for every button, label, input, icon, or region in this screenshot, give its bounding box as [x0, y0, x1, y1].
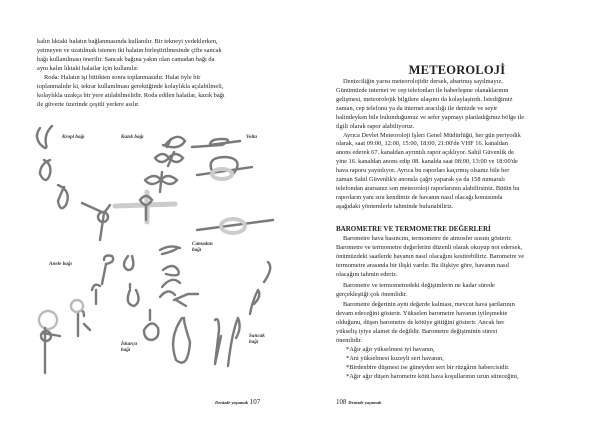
text-line: hava raporu yayınlıyor. Ayrıca bu raporları kaçırmış olsanız bile her: [336, 167, 510, 175]
text-line: olduğunu, düşen barometre de kötüye gittiğini gösterir. Ancak her: [336, 318, 505, 326]
label-volta: Volta: [246, 134, 257, 140]
label-camadan-bagi: Camadan bağı: [192, 241, 213, 253]
text-line: gelişmesi, meteorolojik bilgilere ulaşımı da kolaylaştırdı. İstediğimiz: [336, 95, 513, 103]
volta-cleat-2: [145, 172, 177, 192]
text-line: bağı kullanılması önerilir. Sancak bağına yakın olan camadan bağı da: [37, 55, 215, 63]
anele-step-2: [124, 256, 133, 270]
footer-book-title: Denizde yaşamak: [348, 400, 382, 405]
text-line: Günümüzde internet ve cep telefonları ile haberleşme olanaklarının: [336, 86, 509, 94]
text-line: kalın lıktaki halatın bağlanmasında kullanılır. Bir tekneyi yedeklerken,: [37, 38, 218, 45]
section-paragraph-2: [336, 282, 495, 300]
text-line: Barometre ve termometredeki değişimlerin ne kadar sürede: [343, 282, 495, 289]
text-line: toplanmalıdır ki, tekrar kullanılması gerektiğinde kolaylıkla açılabilmeli,: [37, 82, 224, 90]
right-footer: [336, 398, 381, 406]
bullet-item: *Ağır ağır yükselmesi iyi havanın,: [346, 346, 435, 353]
barometer-bullets: [336, 346, 519, 382]
volta-figure-2: [192, 139, 240, 147]
hitch-figure-3: [160, 280, 180, 297]
iskarca-2: [144, 310, 158, 340]
section-paragraph-3: [336, 301, 515, 346]
iskarca-1: [128, 284, 139, 306]
text-line: telefondan ararsanız son meteoroloji raporlarının alabilirsiniz. Bütün bu: [336, 184, 520, 192]
text-line: Denizciliğin yarısı meteorolojidir dersek, abartmış sayılmayız.: [343, 78, 503, 85]
text-line: devam edeceğini gösterir. Yükselen barometre havanın iyileşmekte: [336, 309, 508, 317]
label-sancak-bagi: Sancak bağı: [249, 333, 265, 345]
text-line: zaman, cep telefonu ya da internet aracılığı ile denizde ve seyir: [336, 104, 498, 112]
text-line: gerçekleştiği çok önemlidir.: [336, 290, 408, 298]
hitch-figure-1: [160, 246, 180, 254]
text-line: aynı kalın lıktaki halatlar için kullanılır.: [37, 64, 139, 72]
anele-step-1: [102, 256, 113, 285]
ring-2: [39, 311, 57, 329]
kazik-figure-1: [40, 160, 50, 180]
text-line: Roda: Halatın işi bittikten sonra toplanmasıdır. Halat öyle bir: [44, 74, 201, 81]
left-footer: [215, 398, 260, 406]
bullet-item: *Birdenbire düşmesi ise güneyden sert bir rüzgârın habercisidir.: [346, 363, 510, 371]
footer-book-title: Denizde yaşamak: [215, 400, 249, 405]
intro-paragraph-2: [336, 132, 521, 212]
sancak-5: [264, 262, 270, 282]
sancak-4: [250, 290, 259, 314]
kropi-knot-figure: [37, 126, 52, 148]
camadan-figure-2: [197, 220, 273, 230]
text-line: aşağıdaki yöntemlerle tahminde bulunabiliriz.: [336, 202, 454, 210]
text-line: yetmeyen ve uzatılmak istenen iki halatın birleştirilmesinde çifte sancak: [37, 46, 222, 54]
text-line: halindeyken bile bulunduğumuz ve sefer yapmayı planladığımız bölge ile: [336, 113, 525, 121]
text-line: olarak, saat 09:00, 12:00, 15:00, 18:00, 21:00'de VHF 16. kanaldan: [336, 140, 508, 148]
text-line: Barometre ve termometre değerlerini düzenli olarak okuyup not edersek,: [336, 243, 523, 251]
iskarca-3: [173, 318, 190, 363]
camadan-drum-1: [212, 169, 232, 179]
chapter-title: METEOROLOJİ: [408, 63, 506, 77]
section-heading: BAROMETRE VE TERMOMETRE DEĞERLERİ: [336, 225, 491, 233]
volta-cleat-1: [155, 152, 183, 166]
text-line: anons ederek 67. kanaldan ayrıntılı rapor açıklıyor. Sahil Güvenlik de: [336, 149, 514, 157]
camadan-figure-1: [197, 157, 252, 175]
sancak-2: [215, 319, 221, 364]
label-kazik-bagi: Kazık bağı: [121, 134, 144, 140]
text-line: ilgili olarak rapor alabiliyoruz.: [336, 122, 415, 130]
text-line: önümüzdeki saatlerde havanın nasıl olacağını kestirebiliriz. Barometre ve: [336, 252, 525, 260]
label-kropi-bagi: Kropi bağı: [62, 134, 85, 140]
label-iskarca-bagi: İskarça bağı: [121, 341, 138, 353]
text-line: zaman Sahil Güvenlik'e anonsla çağrı yaparak ya da 158 numaralı: [336, 176, 505, 184]
page-number: 108: [336, 398, 347, 406]
bullet-item: *Ağır ağır düşen barometre kötü hava koşullarının uzun süreceğini,: [346, 372, 519, 380]
text-line: önemlidir.: [336, 336, 363, 344]
text-line: termometre arasında bir ilişki vardır. Bu ilişkiye göre, havanın nasıl: [336, 261, 510, 269]
anele-step-3: [92, 285, 100, 304]
text-line: olacağını tahmin ederiz.: [336, 270, 398, 278]
text-line: yine 16. kanaldan anons edip 08. kanalda saat 08:00, 13:00 ve 18:00'de: [336, 158, 518, 166]
sancak-3: [228, 318, 240, 366]
hitch-figure-2: [163, 266, 179, 275]
anele-step-4: [78, 311, 90, 336]
page-number: 107: [249, 398, 261, 406]
section-paragraph-1: [336, 235, 524, 280]
right-page: [300, 0, 600, 427]
text-line: Ayrıca Devlet Meteoroloji İşleri Genel Müdürlüğü, her gün periyodik: [343, 131, 521, 139]
ring-1: [71, 300, 83, 312]
text-line: ile güverte üzerinde çeşitli yerlere asılır.: [37, 100, 140, 108]
text-line: Barometre değerinin aynı değerde kalması, mevcut hava şartlarının: [343, 301, 515, 308]
sancak-1: [174, 294, 198, 306]
intro-paragraph-1: [336, 78, 524, 131]
kazik-figure-2: [58, 185, 68, 208]
label-anele-bagi: Anele bağı: [49, 261, 72, 267]
bullet-item: *Ani yükselmesi kuzeyli sert havanın,: [346, 354, 444, 362]
text-line: kolaylıkla uzakça bir yere atılabilmelidir. Roda edilen halatlar, kazık bağı: [37, 91, 225, 99]
text-line: raporların yanı sıra kendimiz de havanın nasıl olacağı konusunda: [336, 193, 503, 201]
text-line: Barometre hava basıncını, termometre de atmosfer ısısını gösterir.: [343, 235, 512, 242]
volta-figure-1: [163, 137, 185, 147]
text-line: yükseliş iyiye alamet de değildir. Barometre değişiminin süresi: [336, 327, 498, 335]
